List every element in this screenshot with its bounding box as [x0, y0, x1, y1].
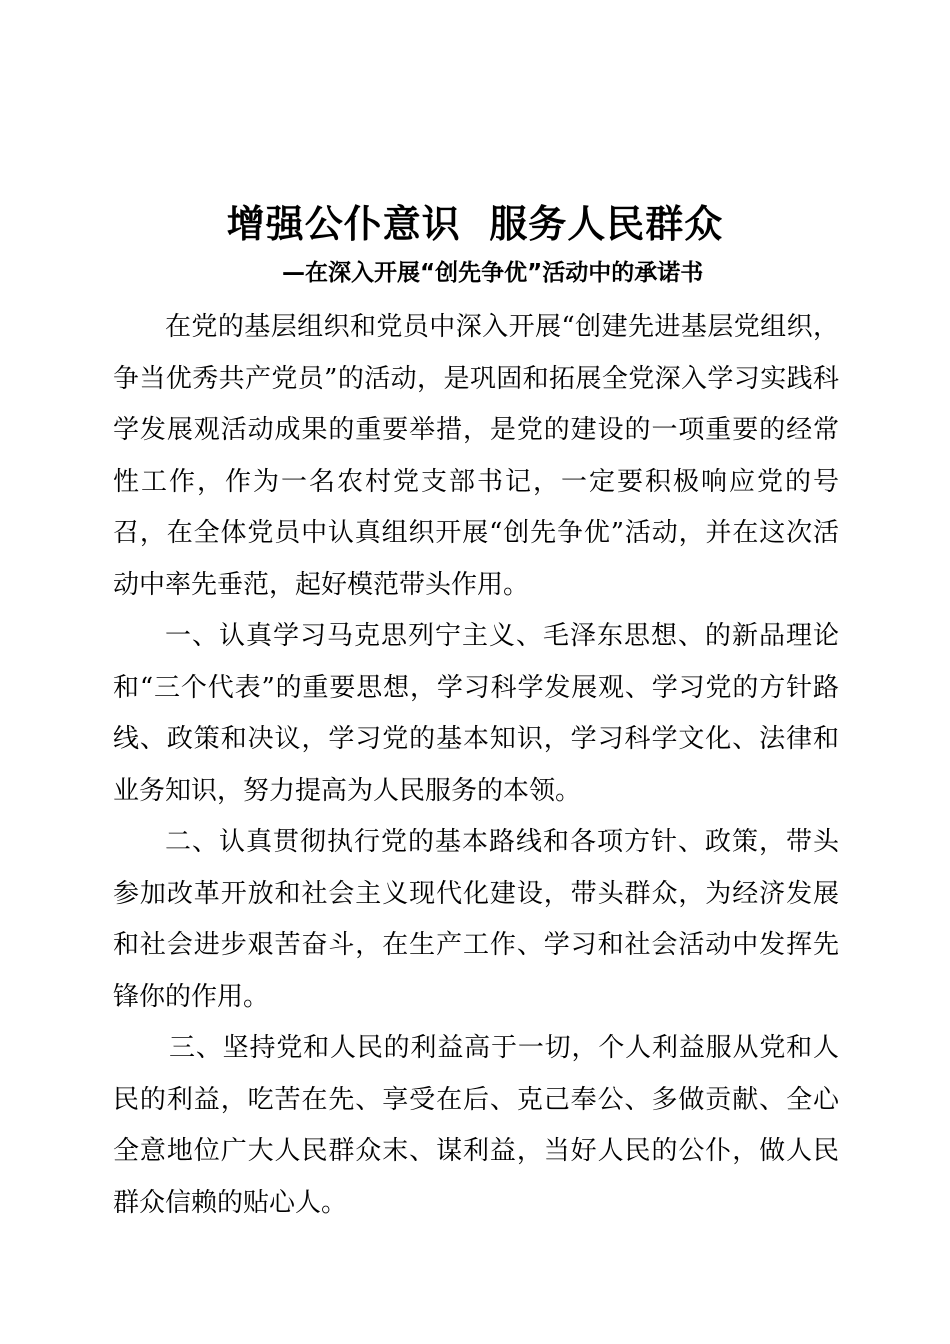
- paragraph-item-1: 一、认真学习马克思列宁主义、毛泽东思想、的新品理论和“三个代表”的重要思想，学习科学发展观、学习党的方针路线、政策和决议，学习党的基本知识，学习科学文化、法律和业务知识，努力提高为人民服务的本领。: [113, 621, 839, 806]
- paragraph-intro: 在党的基层组织和党员中深入开展“创建先进基层党组织，争当优秀共产党员”的活动，是巩固和拓展全党深入学习实践科学发展观活动成果的重要举措，是党的建设的一项重要的经常性工作，作为一名农村党支部书记，一定要积极响应党的号召，在全体党员中认真组织开展“创先争优”活动，并在这次活动中率先垂范，起好模范带头作用。: [113, 312, 839, 600]
- paragraph-item-2: 二、认真贯彻执行党的基本路线和各项方针、政策，带头参加改革开放和社会主义现代化建设，带头群众，为经济发展和社会进步艰苦奋斗，在生产工作、学习和社会活动中发挥先锋你的作用。: [113, 827, 839, 1012]
- paragraph-item-3: 三、坚持党和人民的利益高于一切，个人利益服从党和人民的利益，吃苦在先、享受在后、克己奉公、多做贡献、全心全意地位广大人民群众末、谋利益，当好人民的公仆，做人民群众信赖的贴心人。: [113, 1033, 839, 1218]
- document-title: 增强公仆意识 服务人民群众: [226, 202, 724, 246]
- document-body: [113, 302, 839, 1229]
- document-subtitle: —在深入开展“创先争优”活动中的承诺书: [282, 260, 704, 286]
